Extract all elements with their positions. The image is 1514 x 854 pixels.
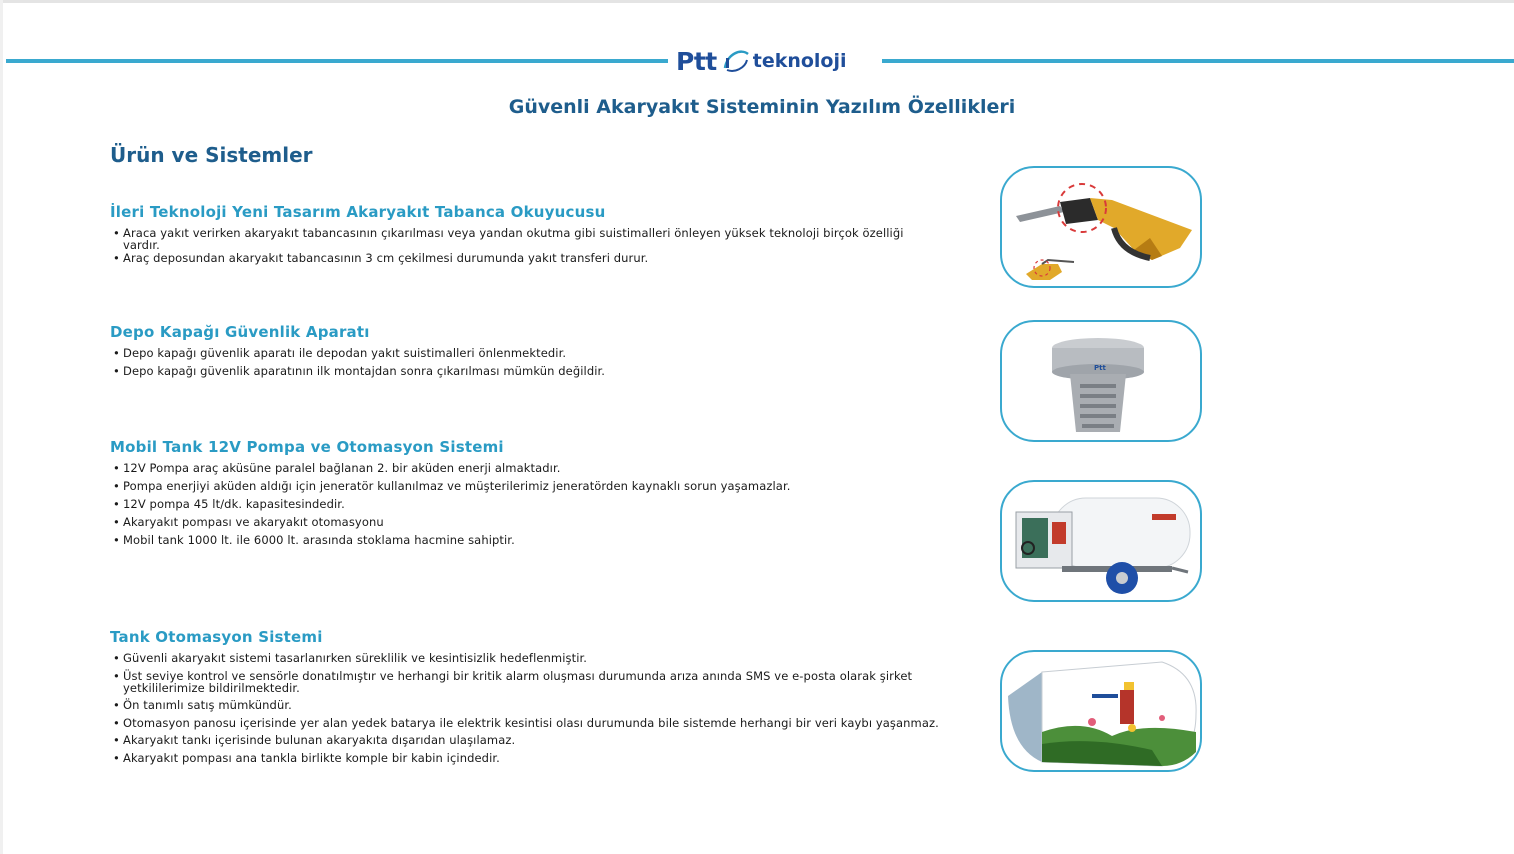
product-bullet-list [110,462,940,546]
bullet-item: • Pompa enerjiyi aküden aldığı için jeneratör kullanılmaz ve müşterilerimiz jeneratörden kaynaklı sorun yaşamazlar. [110,480,940,492]
bullet-item: • Depo kapağı güvenlik aparatı ile depodan yakıt suistimalleri önlenmektedir. [110,347,940,359]
tank-cap-security-device-image [1000,320,1202,442]
product-title: İleri Teknoloji Yeni Tasarım Akaryakıt Tabanca Okuyucusu [110,203,606,221]
product-bullet-list [110,347,940,377]
bullet-item: • 12V pompa 45 lt/dk. kapasitesindedir. [110,498,940,510]
bullet-item: • Güvenli akaryakıt sistemi tasarlanırken süreklilik ve kesintisizlik hedeflenmiştir. [110,652,940,664]
product-bullet-list [110,227,940,264]
bullet-item: • Akaryakıt pompası ve akaryakıt otomasyonu [110,516,940,528]
tank-cap-device-icon [1002,322,1200,440]
logo-swoosh-icon [721,46,751,76]
product-tank-cap-security [110,323,940,383]
product-mobile-tank-pump [110,438,940,552]
logo-ptt-text: Ptt [676,46,717,76]
bullet-item: • Üst seviye kontrol ve sensörle donatılmıştır ve herhangi bir kritik alarm oluşması durumunda arıza anında SMS ve e-posta olarak şirket yetkililerimize bildirilmektedir. [110,670,940,694]
fuel-nozzle-icon [1002,168,1200,286]
bullet-item: • Araca yakıt verirken akaryakıt tabancasının çıkarılması veya yandan okutma gibi suistimalleri önleyen yüksek teknoloji birçok özelliği vardır. [110,227,940,251]
bullet-item: • 12V Pompa araç aküsüne paralel bağlanan 2. bir aküden enerji almaktadır. [110,462,940,474]
bullet-item: • Mobil tank 1000 lt. ile 6000 lt. arasında stoklama hacmine sahiptir. [110,534,940,546]
bullet-item: • Ön tanımlı satış mümkündür. [110,699,940,711]
product-title: Tank Otomasyon Sistemi [110,628,323,646]
fuel-storage-tank-icon [1002,652,1200,770]
bullet-item: • Otomasyon panosu içerisinde yer alan yedek batarya ile elektrik kesintisi olası durumunda bile sistemde herhangi bir veri kaybı yaşanmaz. [110,717,940,729]
bullet-item: • Depo kapağı güvenlik aparatının ilk montajdan sonra çıkarılması mümkün değildir. [110,365,940,377]
fuel-nozzle-reader-image [1000,166,1202,288]
header-rule-left [6,59,668,63]
product-tank-automation [110,628,940,770]
bullet-item: • Araç deposundan akaryakıt tabancasının 3 cm çekilmesi durumunda yakıt transferi durur. [110,252,940,264]
svg-text:Ptt: Ptt [1094,364,1106,372]
mobile-tank-trailer-image [1000,480,1202,602]
product-fuel-nozzle-reader [110,203,940,270]
bullet-item: • Akaryakıt pompası ana tankla birlikte komple bir kabin içindedir. [110,752,940,764]
fuel-storage-tank-image [1000,650,1202,772]
product-title: Mobil Tank 12V Pompa ve Otomasyon Sistemi [110,438,504,456]
product-bullet-list [110,652,940,764]
frame-left-border [0,0,3,854]
ptt-teknoloji-logo [676,40,876,82]
frame-top-border [0,0,1514,3]
logo-teknoloji-text: teknoloji [752,50,847,72]
mobile-tank-icon [1002,482,1200,600]
product-title: Depo Kapağı Güvenlik Aparatı [110,323,370,341]
page-title: Güvenli Akaryakıt Sisteminin Yazılım Özellikleri [508,96,1016,118]
section-title: Ürün ve Sistemler [110,143,313,167]
bullet-item: • Akaryakıt tankı içerisinde bulunan akaryakıta dışarıdan ulaşılamaz. [110,734,940,746]
header-rule-right [882,59,1514,63]
